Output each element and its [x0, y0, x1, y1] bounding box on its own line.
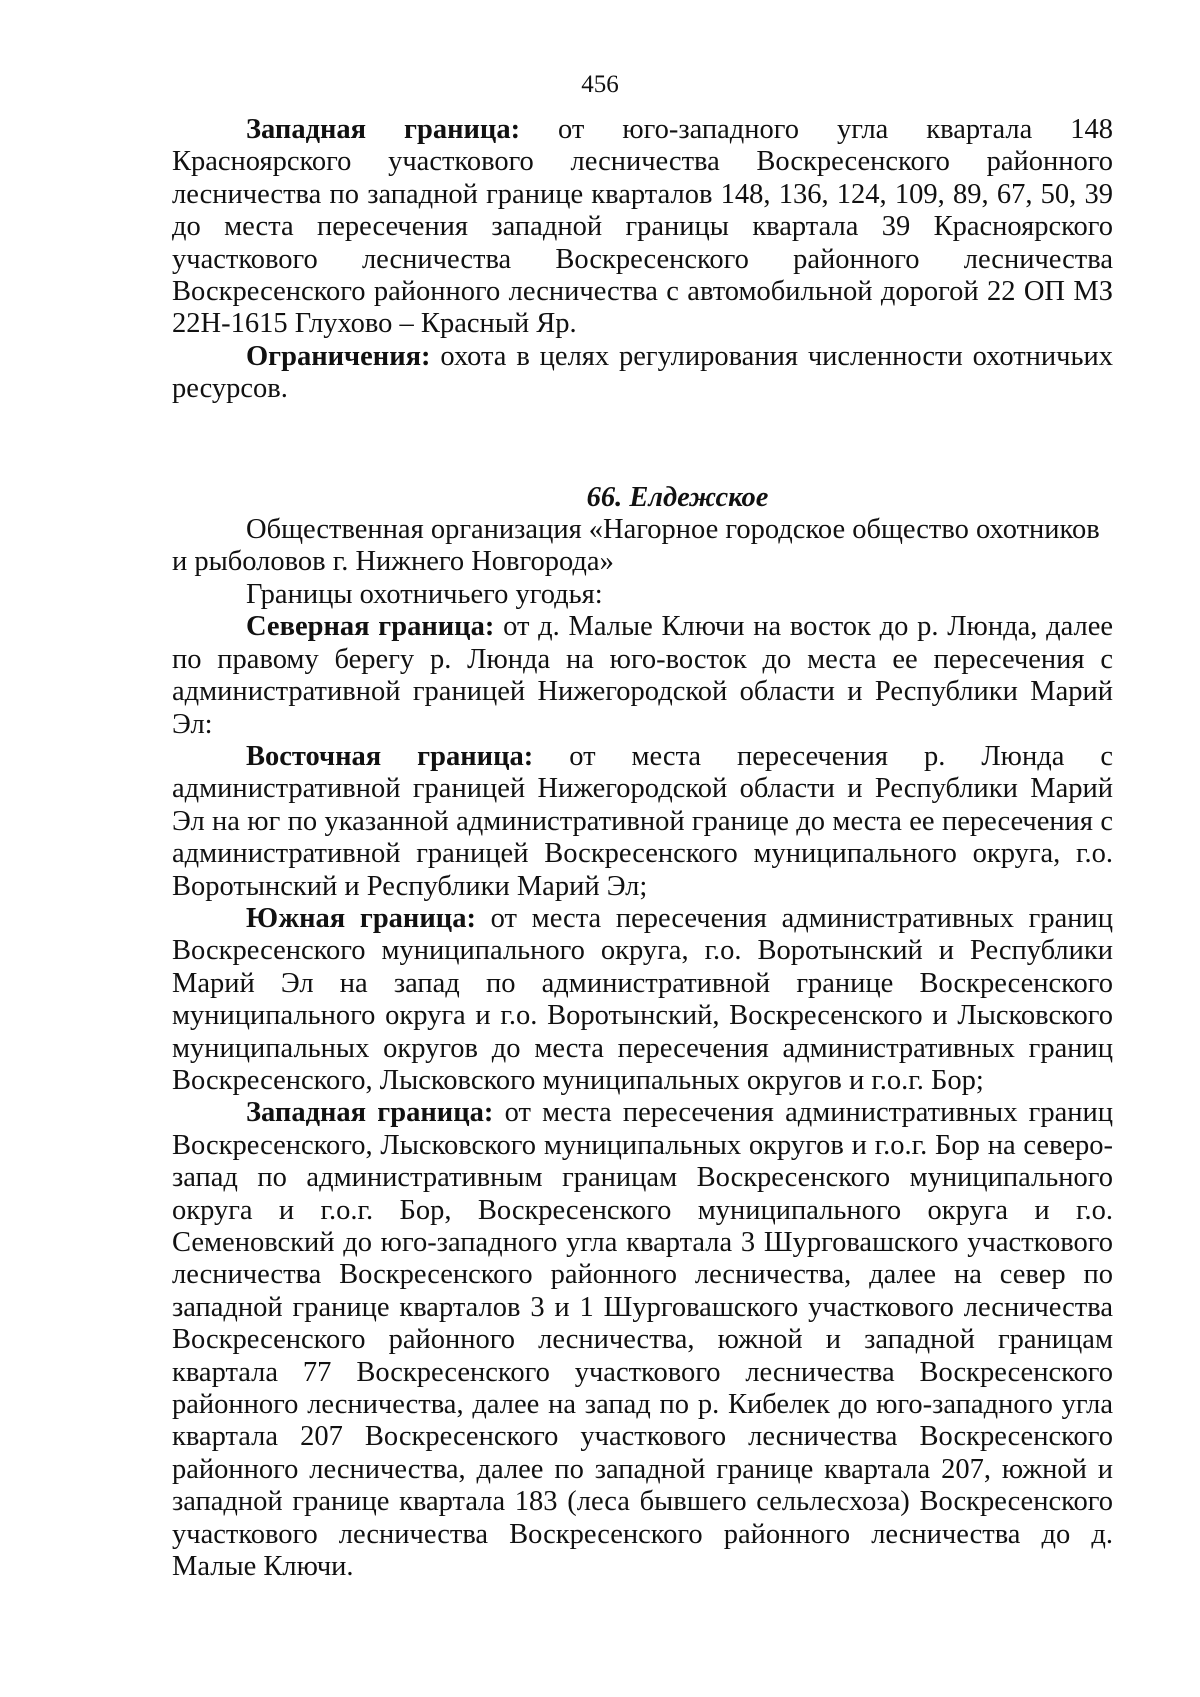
south-boundary-paragraph [172, 903, 1113, 1097]
west-boundary-label: Западная граница: [246, 1097, 494, 1129]
boundaries-intro: Границы охотничьего угодья: [246, 578, 603, 610]
south-boundary-label: Южная граница: [246, 902, 476, 934]
west-boundary-text: от места пересечения административных границ Воскресенского, Лысковского муниципальных округов и г.о.г. Бор на северо-запад по административным границам Воскресенского муниципального округа и г.о.г. Бор, Воскресенского муниципального округа и г.о. Семеновский до юго-западного угла квартала 3 Шурговашского участкового лесничества Воскресенского районного лесничества, далее на север по западной границе кварталов 3 и 1 Шурговашского участкового лесничества Воскресенского районного лесничества, южной и западной границам квартала 77 Воскресенского участкового лесничества Воскресенского районного лесничества, далее на запад по р. Кибелек до юго-западного угла квартала 207 Воскресенского участкового лесничества Воскресенского районного лесничества, далее по западной границе квартала 207, южной и западной границе квартала 183 (леса бывшего сельлесхоза) Воскресенского участкового лесничества Воскресенского районного лесничества до д. Малые Ключи. [172, 1097, 1113, 1583]
east-boundary-label: Восточная граница: [246, 740, 534, 772]
north-boundary-paragraph [172, 611, 1113, 741]
south-boundary-text: от места пересечения административных границ Воскресенского муниципального округа, г.о. Воротынский и Республики Марий Эл на запад по административной границе Воскресенского муниципального округа и г.о. Воротынский, Воскресенского и Лысковского муниципальных округов до места пересечения административных границ Воскресенского, Лысковского муниципальных округов и г.о.г. Бор; [172, 902, 1113, 1096]
west-boundary-text-prev: от юго-западного угла квартала 148 Красноярского участкового лесничества Воскресенского районного лесничества по западной границе кварталов 148, 136, 124, 109, 89, 67, 50, 39 до места пересечения западной границы квартала 39 Красноярского участкового лесничества Воскресенского районного лесничества Воскресенского районного лесничества с автомобильной дорогой 22 ОП МЗ 22Н-1615 Глухово – Красный Яр. [172, 114, 1113, 340]
restrictions-label: Ограничения: [246, 340, 431, 372]
north-boundary-label: Северная граница: [246, 611, 495, 643]
document-body [172, 114, 1113, 1583]
west-boundary-paragraph [172, 1097, 1113, 1583]
restrictions-text: охота в целях регулирования численности охотничьих ресурсов. [172, 340, 1113, 405]
west-boundary-label-prev: Западная граница: [246, 114, 521, 145]
organization-paragraph: Общественная организация «Нагорное городское общество охотников и рыболовов г. Нижнего Новгорода» [172, 514, 1100, 578]
restrictions-paragraph [172, 341, 1113, 406]
east-boundary-paragraph [172, 741, 1113, 903]
section-heading: 66. Елдежское [586, 481, 769, 513]
section-spacer [172, 406, 1113, 482]
north-boundary-text: от д. Малые Ключи на восток до р. Люнда, далее по правому берегу р. Люнда на юго-восток до места ее пересечения с административной границей Нижегородской области и Республики Марий Эл: [172, 611, 1114, 740]
east-boundary-text: от места пересечения р. Люнда с административной границей Нижегородской области и Республики Марий Эл на юг по указанной административной границе до места ее пересечения с административной границей Воскресенского муниципального округа, г.о. Воротынский и Республики Марий Эл; [172, 740, 1114, 902]
page-number: 456 [581, 71, 619, 98]
west-boundary-paragraph-prev [172, 114, 1113, 341]
